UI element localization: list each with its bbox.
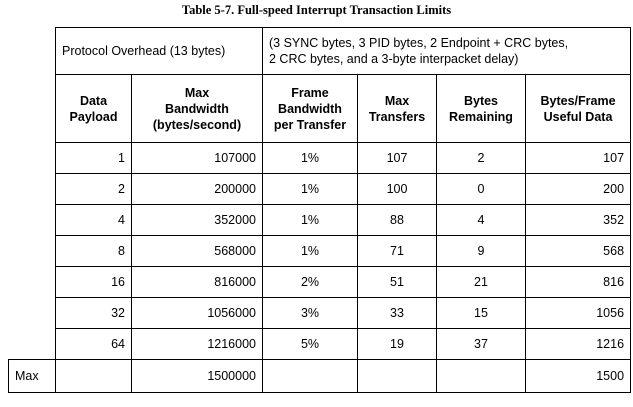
empty-corner-cell (9, 28, 56, 75)
frame-bandwidth-cell: 1% (263, 236, 358, 267)
table-row (9, 174, 631, 205)
header-line: Frame (291, 85, 329, 100)
table-row (9, 236, 631, 267)
table-caption: Table 5-7. Full-speed Interrupt Transaction Limits (181, 3, 452, 17)
header-line: Bytes (463, 93, 499, 108)
empty-row-label-cell (9, 298, 56, 329)
header-line: Bytes/Frame (540, 93, 616, 108)
table-row (9, 329, 631, 360)
protocol-overhead-row (9, 28, 631, 75)
column-header-bytes-remaining (437, 75, 526, 143)
max-transfers-cell: 19 (358, 329, 437, 360)
max-transfers-cell: 107 (358, 143, 437, 174)
max-transfers-total-cell (358, 360, 437, 393)
payload-cell: 1 (56, 143, 132, 174)
payload-cell: 2 (56, 174, 132, 205)
max-bandwidth-cell: 1216000 (132, 329, 263, 360)
useful-data-cell: 816 (526, 267, 631, 298)
empty-row-label-cell (9, 143, 56, 174)
frame-bandwidth-cell: 5% (263, 329, 358, 360)
bytes-remaining-cell: 0 (437, 174, 526, 205)
useful-data-cell: 200 (526, 174, 631, 205)
table-row (9, 205, 631, 236)
column-header-row (9, 75, 631, 143)
header-line: Max (184, 85, 210, 100)
max-row-label: Max (9, 360, 56, 393)
max-frame-bandwidth-cell (263, 360, 358, 393)
bytes-remaining-cell: 21 (437, 267, 526, 298)
overhead-description-line-1: (3 SYNC bytes, 3 PID bytes, 2 Endpoint + CRC bytes, (269, 36, 569, 50)
max-payload-cell (56, 360, 132, 393)
bytes-remaining-cell: 37 (437, 329, 526, 360)
empty-row-label-cell (9, 205, 56, 236)
max-bandwidth-cell: 816000 (132, 267, 263, 298)
header-line: Max (384, 93, 410, 108)
column-header-max-bandwidth (132, 75, 263, 143)
header-line: Payload (69, 109, 118, 124)
useful-data-cell: 107 (526, 143, 631, 174)
useful-data-cell: 1056 (526, 298, 631, 329)
bytes-remaining-cell: 4 (437, 205, 526, 236)
max-bandwidth-cell: 200000 (132, 174, 263, 205)
empty-header-label-cell (9, 75, 56, 143)
interrupt-limits-table (8, 27, 631, 393)
bytes-remaining-cell: 9 (437, 236, 526, 267)
header-line: Data (79, 93, 108, 108)
header-line: (bytes/second) (152, 117, 242, 132)
max-transfers-cell: 71 (358, 236, 437, 267)
useful-data-cell: 1216 (526, 329, 631, 360)
max-bandwidth-total-cell: 1500000 (132, 360, 263, 393)
max-bytes-remaining-cell (437, 360, 526, 393)
payload-cell: 16 (56, 267, 132, 298)
frame-bandwidth-cell: 1% (263, 205, 358, 236)
frame-bandwidth-cell: 1% (263, 174, 358, 205)
frame-bandwidth-cell: 1% (263, 143, 358, 174)
header-line: per Transfer (273, 117, 347, 132)
max-transfers-cell: 33 (358, 298, 437, 329)
max-bandwidth-cell: 107000 (132, 143, 263, 174)
header-line: Remaining (449, 109, 513, 124)
header-line: Transfers (368, 109, 426, 124)
max-transfers-cell: 51 (358, 267, 437, 298)
table-row (9, 143, 631, 174)
header-line: Bandwidth (165, 101, 229, 116)
payload-cell: 32 (56, 298, 132, 329)
empty-row-label-cell (9, 329, 56, 360)
bytes-remaining-cell: 15 (437, 298, 526, 329)
max-transfers-cell: 100 (358, 174, 437, 205)
column-header-data-payload (56, 75, 132, 143)
useful-data-cell: 352 (526, 205, 631, 236)
protocol-overhead-description (263, 28, 631, 75)
payload-cell: 64 (56, 329, 132, 360)
table-row (9, 267, 631, 298)
bytes-remaining-cell: 2 (437, 143, 526, 174)
column-header-max-transfers (358, 75, 437, 143)
max-bandwidth-cell: 568000 (132, 236, 263, 267)
max-transfers-cell: 88 (358, 205, 437, 236)
empty-row-label-cell (9, 236, 56, 267)
max-bandwidth-cell: 352000 (132, 205, 263, 236)
header-line: Bandwidth (278, 101, 342, 116)
payload-cell: 4 (56, 205, 132, 236)
empty-row-label-cell (9, 267, 56, 298)
max-summary-row (9, 360, 631, 393)
useful-data-cell: 568 (526, 236, 631, 267)
overhead-description-line-2: 2 CRC bytes, and a 3-byte interpacket delay) (269, 52, 519, 66)
max-useful-data-cell: 1500 (526, 360, 631, 393)
frame-bandwidth-cell: 2% (263, 267, 358, 298)
header-line: Useful Data (543, 109, 613, 124)
frame-bandwidth-cell: 3% (263, 298, 358, 329)
column-header-frame-bandwidth (263, 75, 358, 143)
empty-row-label-cell (9, 174, 56, 205)
protocol-overhead-label: Protocol Overhead (13 bytes) (56, 28, 263, 75)
column-header-useful-data (526, 75, 631, 143)
payload-cell: 8 (56, 236, 132, 267)
table-row (9, 298, 631, 329)
max-bandwidth-cell: 1056000 (132, 298, 263, 329)
